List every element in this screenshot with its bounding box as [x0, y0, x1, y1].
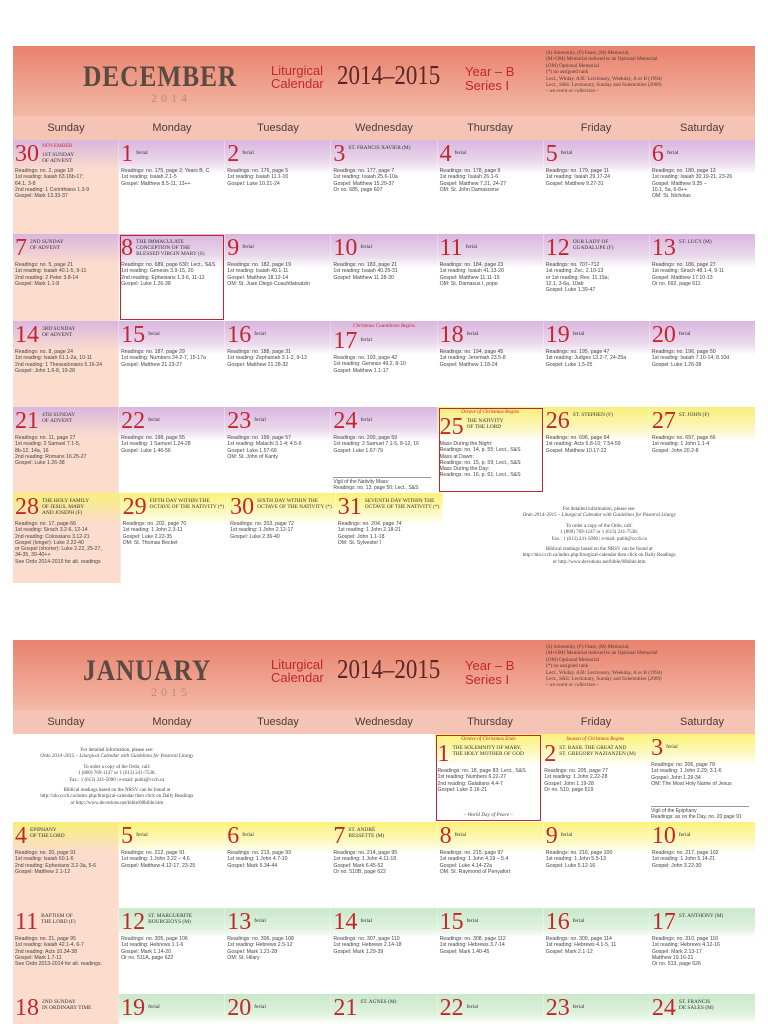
feast-label: ferial: [242, 244, 254, 250]
day-cell: [438, 407, 544, 493]
day-number: 11: [15, 909, 39, 935]
day-cell: [13, 140, 119, 234]
feast-label: ferial: [466, 331, 479, 337]
feast-label: ferial: [254, 1004, 266, 1010]
feast-label: THE IMMACULATE CONCEPTION OF THE BLESSED VIRGIN MARY (S): [136, 239, 205, 258]
readings: Readings: no. 18, page 83; Lect., S&S 1st reading: Numbers 6.22-27 2nd reading: Galatians 4.4-7 Gospel: Luke 2.16-21: [437, 768, 526, 793]
day-cell: [119, 994, 225, 1024]
info-box: [13, 734, 222, 822]
day-cell: [13, 994, 119, 1024]
day-number: 22: [121, 408, 146, 434]
readings: Mass During the Night: Readings: no. 14, p. 55; Lect., S&S Mass at Dawn: Readings: no. 15, p. 59; Lect., S&S Mass During the Day: Readings: no. 16, p. 61; Lect., S&S: [439, 441, 521, 479]
feast-label: ST. FRANCIS XAVIER (M): [348, 145, 411, 151]
feast-label: 2ND SUNDAY IN ORDINARY TIME: [42, 999, 92, 1012]
feast-label: 2ND SUNDAY OF ADVENT: [30, 239, 64, 252]
readings: Readings: no. 186, page 27 1st reading: Sirach 48.1-4, 9-11 Gospel: Matthew 17.10-13 Or no. 692, page 611: [651, 262, 725, 287]
day-number: 16: [227, 322, 252, 348]
info-line: For detailed information, please see:: [80, 748, 154, 753]
empty-day-cell: [329, 734, 436, 822]
day-number: 29: [122, 494, 147, 520]
feast-label: THE SOLEMNITY OF MARY, THE HOLY MOTHER OF GOD: [452, 745, 524, 758]
feast-label: ST. MARGUERITE BOURGEOYS (M): [148, 913, 193, 926]
info-line: 1 (800) 769-1147 or 1 (613) 241-7538.: [77, 771, 156, 777]
readings: Readings: no. 17, page 66 1st reading: Sirach 3.2-6, 12-14 2nd reading: Colossians 3.12-21 Gospel (longer): Luke 2.22-40 or Gospel (shorter): Luke 2.22, 25-27, 34-35, 39-40++ See Ordo 2014-2015 for alt. readings: [15, 521, 102, 565]
day-number: 10: [333, 235, 358, 261]
day-cell: [650, 994, 755, 1024]
day-number: 2: [544, 741, 557, 767]
readings: Readings: no. 215, page 97 1st reading: 1 John 4.19 – 5.4 Gospel: Luke 4.14-22a OM: St. Raymond of Penyafort: [439, 850, 511, 875]
month-year: 2014: [151, 91, 191, 105]
day-number: 7: [15, 235, 27, 261]
feast-label: ferial: [148, 331, 160, 337]
liturgical-calendar-label: Liturgical Calendar: [271, 657, 324, 685]
feast-label: ST. STEPHEN (F): [572, 412, 613, 418]
weekday-label: Wednesday: [355, 122, 413, 134]
feast-label: ferial: [666, 150, 679, 156]
readings: Readings: no. 697, page 66 1st reading: 1 John 1.1-4 Gospel: John 20.2-8: [651, 435, 716, 454]
feast-label: 4TH SUNDAY OF ADVENT: [42, 412, 76, 425]
day-cell: [225, 140, 331, 234]
feast-label: ST. LUCY (M): [678, 239, 712, 245]
feast-label: BAPTISM OF THE LORD (F): [41, 913, 76, 926]
feast-label: ferial: [465, 244, 478, 250]
readings: Readings: no. 200, page 59 1st reading: 2 Samuel 7.1-5, 8-12, 16 Gospel: Luke 1.67-79: [333, 435, 420, 454]
day-number: 7: [333, 823, 346, 849]
day-number: 31: [337, 494, 362, 520]
day-number: 12: [121, 909, 146, 935]
day-cell: [544, 822, 650, 908]
month-prefix: NOVEMBER: [42, 143, 73, 149]
week-row: [13, 321, 755, 407]
feast-label: SEVENTH DAY WITHIN THE OCTAVE OF THE NATIVITY (*): [364, 498, 440, 511]
day-number: 12: [545, 235, 570, 261]
day-number: 18: [15, 995, 39, 1021]
empty-day-cell: [222, 734, 329, 822]
day-number: 23: [545, 995, 570, 1021]
readings: Readings: no. 2, page 18 1st reading: Isaiah 63.16b-17; 64.1, 3-8 2nd reading: 1 Corinthians 1.3-9 Gospel: Mark 13.33-37: [15, 168, 90, 200]
readings: Readings: no. 305, page 106 1st reading: Hebrews 1.1-6 Gospel: Mark 1.14-20 Or no. 511A, page 622: [121, 936, 188, 961]
day-cell: [121, 493, 229, 583]
day-cell: [13, 822, 119, 908]
day-number: 16: [545, 909, 570, 935]
readings: Readings: no. 196, page 50 1st reading: Isaiah 7.10-14; 8.10d Gospel: Luke 1.26-38: [651, 349, 730, 368]
info-box: [443, 493, 755, 583]
day-number: 15: [121, 322, 146, 348]
feast-label: ferial: [148, 417, 160, 423]
readings: Readings: no. 212, page 91 1st reading: 1 John 3.22 – 4.6 Gospel: Matthew 4.12-17, 23-25: [121, 850, 196, 869]
day-number: 24: [651, 995, 676, 1021]
day-cell: [119, 908, 225, 994]
day-number: 18: [439, 322, 464, 348]
info-line: http://nlo.cccb.ca/index.php/liturgical-calendar then click on Daily Readings: [40, 794, 194, 800]
feast-label: ferial: [666, 744, 678, 750]
weekday-label: Monday: [152, 122, 192, 134]
season-note: Octave of Christmas Begins: [461, 409, 520, 415]
day-number: 8: [121, 235, 134, 261]
feast-label: ferial: [572, 918, 585, 924]
readings: Readings: no. 195, page 47 1st reading: Judges 13.2-7, 24-25a Gospel: Luke 1.5-25: [545, 349, 627, 368]
info-text: [15, 736, 219, 807]
day-cell: [225, 822, 331, 908]
day-cell: [650, 234, 755, 321]
day-cell: [225, 994, 331, 1024]
year-series-label: Year – B Series I: [465, 64, 515, 93]
day-cell: [544, 321, 650, 407]
day-cell: [331, 234, 437, 321]
day-number: 9: [545, 823, 558, 849]
info-text: [445, 495, 753, 566]
legend: (S) Solemnity, (F) Feast, (M) Memorial, (M+OM) Memorial reduced to an Optional Memorial (OM) Optional Memorial (*) no assigned rank Lect., Wkday. A/B: Lectionary, Weekday, A or B (1994) Lect., S&S: Lectionary, Sunday and Solemnities (2009) – an event or collection –: [546, 50, 663, 95]
january-calendar: [13, 640, 755, 1024]
feast-label: 1ST SUNDAY OF ADVENT: [42, 152, 75, 165]
readings: Readings: no. 183, page 21 1st reading: Isaiah 40.25-31 Gospel: Matthew 11.28-30: [333, 262, 398, 281]
weekday-label: Monday: [152, 716, 192, 728]
feast-label: ferial: [360, 337, 373, 343]
day-cell: [225, 908, 331, 994]
day-cell: [13, 234, 119, 321]
readings: Readings: no. 20, page 91 1st reading: Isaiah 60.1-6 2nd reading: Ephesians 3.2-3a, 5-6 Gospel: Matthew 2.1-12: [15, 850, 97, 875]
week-row: [13, 734, 755, 822]
day-cell: [438, 994, 544, 1024]
day-number: 17: [651, 909, 676, 935]
feast-label: ferial: [148, 1004, 160, 1010]
readings: Readings: no. 203, page 72 1st reading: 1 John 2.12-17 Gospel: Luke 2.36-40: [230, 521, 294, 540]
readings: Readings: no. 182, page 19 1st reading: Isaiah 40.1-11 Gospel: Matthew 18.12-14 OM: St. Juan Diego Cuauhtlatoatzin: [227, 262, 311, 287]
day-cell: [119, 822, 225, 908]
day-number: 26: [545, 408, 570, 434]
feast-label: ferial: [572, 1004, 585, 1010]
day-number: 5: [545, 141, 558, 167]
feast-label: ferial: [242, 150, 254, 156]
week-row: [13, 994, 755, 1024]
vigil-note: Vigil of the Nativity Mass: Readings: no. 13, page 50; Lect., S&S: [333, 477, 431, 491]
readings: Readings: no. 310, page 116 1st reading: Hebrews 4.12-16 Gospel: Mark 2.13-17 Matthew 19.16-21 Or no. 513, page 626: [651, 936, 720, 968]
readings: Readings: no. 198, page 55 1st reading: 1 Samuel 1.24-28 Gospel: Luke 1.46-56: [121, 435, 191, 454]
feast-label: ST. AGNES (M): [360, 999, 397, 1005]
weekday-label: Saturday: [679, 716, 725, 728]
day-number: 27: [651, 408, 676, 434]
readings: Readings: no. 188, page 31 1st reading: Zephaniah 3.1-2, 9-13 Gospel: Matthew 21.28-32: [227, 349, 307, 368]
readings: Readings: no. 206, page 79 1st reading: 1 John 2.29; 3.1-6 Gospel: John 1.29-34 OM: The Most Holy Name of Jesus: [651, 762, 732, 787]
feast-label: ferial: [572, 331, 585, 337]
feast-label: ST. BASIL THE GREAT AND ST. GREGORY NAZIANZEN (M): [559, 745, 636, 758]
readings: Readings: no. 309, page 114 1st reading: Hebrews 4.1-5, 11 Gospel: Mark 2.1-12: [545, 936, 617, 955]
readings: Readings: no. 8, page 24 1st reading: Isaiah 61.1-2a, 10-11 2nd reading: 1 Thessalonians 5.16-24 Gospel: John 1.6-8, 19-28: [15, 349, 103, 374]
day-number: 24: [333, 408, 358, 434]
day-number: 20: [651, 322, 676, 348]
day-cell: [544, 407, 650, 493]
day-number: 14: [333, 909, 358, 935]
day-number: 3: [333, 141, 346, 167]
december-calendar: [13, 46, 755, 583]
day-cell: [119, 407, 225, 493]
feast-label: ferial: [678, 331, 691, 337]
day-cell: [119, 140, 225, 234]
info-line: Biblical readings based on the NRSV can be found at: [545, 547, 653, 553]
info-line: or http://www.devotions.net/bible/00bible.htm: [70, 800, 164, 806]
feast-label: ferial: [360, 417, 373, 423]
day-number: 3: [651, 735, 664, 761]
readings: Readings: no. 214, page 95 1st reading: 1 John 4.11-18 Gospel: Mark 6.45-52 Or no. 510B, page 622: [333, 850, 398, 875]
weekday-label: Thursday: [467, 716, 513, 728]
readings: Readings: no. 689, page 630; Lect., S&S 1st reading: Genesis 3.9-15, 20 2nd reading: Ephesians 1.3-6, 11-12 Gospel: Luke 1.26-38: [121, 262, 216, 287]
readings: Readings: no. 184, page 23 1st reading: Isaiah 41.13-20 Gospel: Matthew 11.11-15 OM: St. Damasus I, pope: [439, 262, 504, 287]
readings: Readings: no. 177, page 7 1st reading: Isaiah 25.6-10a Gospel: Matthew 15.29-37 Or no. 685, page 607: [333, 168, 398, 193]
day-number: 10: [651, 823, 676, 849]
weekday-label: Wednesday: [355, 716, 413, 728]
day-cell: [650, 140, 755, 234]
day-cell: [13, 493, 121, 583]
info-line: 1 (800) 769-1147 or 1 (613) 241-7538.: [560, 530, 639, 536]
weekday-label: Friday: [580, 122, 612, 134]
day-cell: [336, 493, 444, 583]
day-number: 13: [227, 909, 252, 935]
day-number: 11: [439, 235, 463, 261]
weekday-label: Saturday: [679, 122, 725, 134]
day-number: 6: [227, 823, 240, 849]
day-number: 15: [439, 909, 464, 935]
week-row: [13, 493, 755, 583]
day-number: 5: [121, 823, 134, 849]
info-line: For detailed information, please see:: [562, 507, 636, 512]
feast-label: OUR LADY OF GUADALUPE (F): [572, 239, 614, 252]
liturgical-calendar-label: Liturgical Calendar: [271, 63, 324, 91]
day-number: 30: [230, 494, 255, 520]
feast-label: EPIPHANY OF THE LORD: [30, 827, 65, 840]
day-number: 20: [227, 995, 252, 1021]
day-number: 1: [121, 141, 134, 167]
readings: Readings: no. 187, page 29 1st reading: Numbers 24.2-7, 15-17a Gospel: Matthew 21.23-27: [121, 349, 206, 368]
day-number: 30: [15, 141, 39, 167]
info-line: To order a copy of the Ordo, call:: [83, 764, 151, 770]
readings: Readings: no. 11, page 27 1st reading: 2 Samuel 7.1-5, 8b-12, 14a, 16 2nd reading: Romans 16.25-27 Gospel: Luke 1.26-38: [15, 435, 87, 467]
readings: Readings: no. 307, page 110 1st reading: Hebrews 2.14-18 Gospel: Mark 1.29-39: [333, 936, 402, 955]
info-line: or http://www.devotions.net/bible/00bible.htm: [552, 559, 646, 565]
day-cell: [650, 908, 755, 994]
info-line: Biblical readings based on the NRSV can be found at: [63, 788, 171, 794]
season-note: Season of Christmas Begins: [566, 736, 625, 742]
day-cell: [650, 321, 755, 407]
day-cell: [331, 822, 437, 908]
readings: Readings: no. 199, page 57 1st reading: Malachi 3.1-4; 4.5-6 Gospel: Luke 1.57-66 OM: St. John of Kanty: [227, 435, 302, 460]
day-number: 1: [437, 741, 450, 767]
feast-label: ferial: [360, 918, 373, 924]
weekday-label: Tuesday: [257, 716, 299, 728]
feast-label: ferial: [136, 150, 148, 156]
day-cell: [438, 321, 544, 407]
feast-label: ferial: [254, 331, 266, 337]
week-row: [13, 822, 755, 908]
month-name: DECEMBER: [83, 60, 238, 93]
feast-label: FIFTH DAY WITHIN THE OCTAVE OF THE NATIVITY (*): [149, 498, 225, 511]
year-series-label: Year – B Series I: [465, 658, 515, 687]
readings: Readings: no. 21, page 95 1st reading: Isaiah 42.1-4, 6-7 2nd reading: Acts 10.34-38 Gospel: Mark 1.7-11 See Ordo 2013-2014 for alt. readings.: [15, 936, 103, 968]
legend: (S) Solemnity, (F) Feast, (M) Memorial, (M+OM) Memorial reduced to an Optional Memorial (OM) Optional Memorial (*) no assigned rank Lect., Wkday. A/B: Lectionary, Weekday, A or B (1994) Lect., S&S: Lectionary, Sunday and Solemnities (2009) – an event or collection –: [546, 644, 663, 689]
day-cell: [438, 822, 544, 908]
day-cell: [225, 234, 331, 321]
day-number: 8: [439, 823, 452, 849]
readings: Readings: no. 178, page 9 1st reading: Isaiah 26.1-6 Gospel: Matthew 7.21, 24-27 OM: St. John Damascene: [439, 168, 507, 193]
day-cell: [119, 321, 225, 407]
day-number: 9: [227, 235, 240, 261]
info-line: Fax.: 1 (613) 241-5090 | e-mail: publi@cccb.ca: [69, 777, 165, 783]
feast-label: ferial: [560, 832, 573, 838]
readings: Readings: no. 217, page 102 1st reading: 1 John 5.14-21 Gospel: John 3.22-30: [651, 850, 719, 869]
readings: Readings: no. 176, page 5 1st reading: Isaiah 11.1-10 Gospel: Luke 10.21-24: [227, 168, 289, 187]
feast-label: ferial: [360, 244, 373, 250]
readings: Readings: no. 707–712 1st reading: Zec. 2.10-13 or 1st reading: Rev. 11.19a; 12.1, 3-6a, 10ab Gospel: Luke 1.39-47: [545, 262, 609, 294]
day-number: 21: [15, 408, 39, 434]
day-cell: [331, 321, 437, 407]
feast-label: ferial: [242, 832, 254, 838]
day-number: 28: [15, 494, 39, 520]
day-cell: [650, 822, 755, 908]
feast-label: ferial: [254, 417, 266, 423]
years-label: 2014–2015: [337, 654, 441, 684]
season-note: Christmas Countdown Begins: [353, 323, 415, 329]
weekday-label: Sunday: [47, 716, 85, 728]
day-number: 22: [439, 995, 464, 1021]
day-cell: [225, 407, 331, 493]
feast-label: ferial: [466, 918, 479, 924]
day-cell: [544, 908, 650, 994]
day-footer: – World Day of Peace –: [463, 812, 514, 818]
day-cell: [331, 140, 437, 234]
day-number: 4: [15, 823, 27, 849]
week-row: [13, 407, 755, 493]
weekday-label: Tuesday: [257, 122, 299, 134]
day-cell: [542, 734, 649, 822]
day-number: 2: [227, 141, 240, 167]
day-number: 17: [333, 328, 358, 354]
feast-label: SIXTH DAY WITHIN THE OCTAVE OF THE NATIVITY (*): [257, 498, 332, 511]
day-cell: [544, 140, 650, 234]
feast-label: ferial: [136, 832, 148, 838]
weekday-label: Thursday: [467, 122, 513, 134]
day-cell: [13, 407, 119, 493]
readings: Readings: no. 194, page 45 1st reading: Jeremiah 23.5-8 Gospel: Matthew 1.18-24: [439, 349, 506, 368]
day-number: 25: [439, 414, 464, 440]
readings: Readings: no. 175, page 2; Years B, C 1st reading: Isaiah 2.1-5 Gospel: Matthew 8.5-11, 13++: [121, 168, 210, 187]
readings: Readings: no. 306, page 108 1st reading: Hebrews 2.5-12 Gospel: Mark 1.21-28 OM: St. Hilary: [227, 936, 294, 961]
feast-label: ferial: [466, 1004, 479, 1010]
day-cell: [438, 908, 544, 994]
readings: Readings: no. 5, page 21 1st reading: Isaiah 40.1-5, 9-11 2nd reading: 2 Peter 3.8-14 Gospel: Mark 1.1-8: [15, 262, 87, 287]
day-number: 19: [545, 322, 570, 348]
day-cell: [435, 734, 542, 822]
feast-label: ferial: [254, 918, 266, 924]
month-year: 2015: [151, 685, 191, 699]
day-number: 13: [651, 235, 676, 261]
day-cell: [228, 493, 336, 583]
day-cell: [650, 407, 755, 493]
vigil-note: Vigil of the Epiphany Readings: as on the Day, no. 20 page 91: [651, 806, 749, 820]
day-cell: [331, 407, 437, 493]
readings: Readings: no. 308, page 112 1st reading: Hebrews 3.7-14 Gospel: Mark 1.40-45: [439, 936, 506, 955]
feast-label: ST. ANDRÉ BESSETTE (M): [348, 827, 385, 840]
day-number: 23: [227, 408, 252, 434]
weekday-header: [13, 116, 755, 140]
readings: Readings: no. 202, page 70 1st reading: 1 John 2.3-11 Gospel: Luke 2.22-35 OM: St. Thomas Becket: [122, 521, 187, 546]
feast-label: ferial: [454, 150, 467, 156]
feast-label: ferial: [560, 150, 573, 156]
month-name: JANUARY: [83, 654, 212, 687]
readings: Readings: no. 205, page 77 1st reading: 1 John 2.22-28 Gospel: John 1.19-28 Or no. 510, page 619: [544, 768, 609, 793]
info-line: To order a copy of the Ordo, call:: [565, 523, 633, 529]
calendar-header: [13, 46, 755, 116]
info-line: Fax.: 1 (613) 241-5090 | e-mail: publi@cccb.ca: [551, 536, 647, 542]
readings: Readings: no. 696, page 64 1st reading: Acts 6.8-10; 7.54-59 Gospel: Matthew 10.17-22: [545, 435, 621, 454]
day-cell: [649, 734, 755, 822]
day-number: 14: [15, 322, 39, 348]
day-cell: [119, 234, 225, 321]
day-cell: [544, 994, 650, 1024]
feast-label: THE NATIVITY OF THE LORD: [466, 418, 504, 431]
week-row: [13, 140, 755, 234]
day-cell: [13, 908, 119, 994]
feast-label: ST. ANTHONY (M): [678, 913, 724, 919]
weekday-label: Sunday: [47, 122, 85, 134]
day-cell: [544, 234, 650, 321]
readings: Readings: no. 213, page 93 1st reading: 1 John 4.7-10 Gospel: Mark 6.34-44: [227, 850, 292, 869]
week-row: [13, 908, 755, 994]
day-cell: [13, 321, 119, 407]
calendar-header: [13, 640, 755, 710]
season-note: Octave of Christmas Ends: [461, 736, 516, 742]
day-cell: [331, 908, 437, 994]
readings: Readings: no. 193, page 42 1st reading: Genesis 49.2, 8-10 Gospel: Matthew 1.1-17: [333, 355, 406, 374]
feast-label: THE HOLY FAMILY OF JESUS, MARY AND JOSEPH (F): [42, 498, 90, 517]
feast-label: ferial: [678, 832, 691, 838]
day-cell: [438, 234, 544, 321]
weekday-label: Friday: [580, 716, 612, 728]
feast-label: ferial: [454, 832, 467, 838]
feast-label: ST. FRANCIS DE SALES (M): [678, 999, 714, 1012]
day-number: 6: [651, 141, 664, 167]
day-number: 21: [333, 995, 358, 1021]
week-row: [13, 234, 755, 321]
day-number: 4: [439, 141, 452, 167]
weekday-header: [13, 710, 755, 734]
readings: Readings: no. 180, page 13 1st reading: Isaiah 30.19-21, 23-26 Gospel: Matthew 9.35 – 10.1, 5a, 6-8++ OM: St. Nicholas: [651, 168, 733, 200]
readings: Readings: no. 216, page 100 1st reading: 1 John 5.5-13 Gospel: Luke 5.12-16: [545, 850, 613, 869]
info-line: Ordo 2014–2015 – Liturgical Calendar with Guidelines for Pastoral Liturgy: [40, 754, 194, 760]
day-cell: [331, 994, 437, 1024]
years-label: 2014–2015: [337, 60, 441, 90]
feast-label: 3RD SUNDAY OF ADVENT: [42, 326, 76, 339]
feast-label: ST. JOHN (F): [678, 412, 710, 418]
day-cell: [438, 140, 544, 234]
day-number: 19: [121, 995, 146, 1021]
info-line: Ordo 2014–2015 – Liturgical Calendar with Guidelines for Pastoral Liturgy: [522, 513, 676, 519]
day-cell: [225, 321, 331, 407]
info-line: http://nlo.cccb.ca/index.php/liturgical-calendar then click on Daily Readings: [522, 553, 676, 559]
readings: Readings: no. 179, page 11 1st reading: Isaiah 29.17-24 Gospel: Matthew 9.27-31: [545, 168, 611, 187]
readings: Readings: no. 204, page 74 1st reading: 1 John 2.18-21 Gospel: John 1.1-18 OM: St. Sylvester I: [337, 521, 402, 546]
